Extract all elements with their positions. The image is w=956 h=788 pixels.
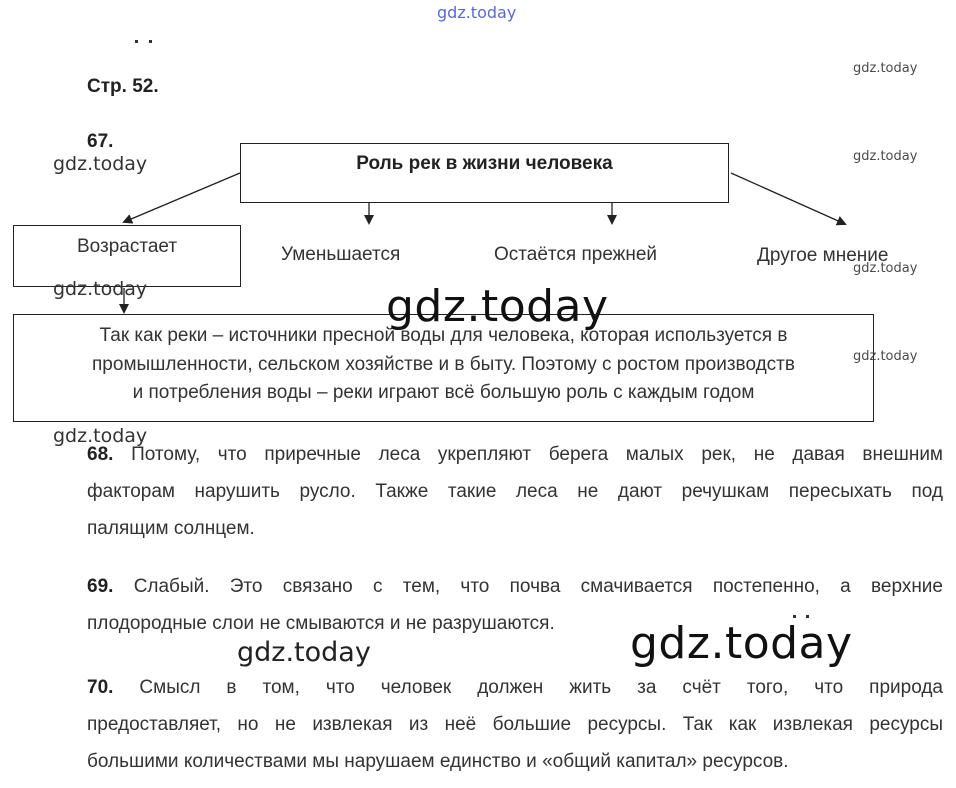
option-increases: Возрастает bbox=[76, 236, 178, 257]
watermark: gdz.today bbox=[853, 61, 918, 76]
diagram-center-title: Роль рек в жизни человека bbox=[356, 153, 613, 174]
watermark: gdz.today bbox=[853, 261, 918, 276]
watermark-large: gdz.today bbox=[386, 281, 609, 332]
page-reference: Стр. 52. bbox=[87, 76, 159, 97]
watermark: gdz.today bbox=[53, 153, 148, 175]
explanation-line: промышленности, сельском хозяйстве и в быту. Поэтому с ростом производств bbox=[92, 353, 795, 375]
answer-line: Потому, что приречные леса укрепляют берега малых рек, не давая внешним bbox=[131, 444, 943, 465]
explanation-line: и потребления воды – реки играют всё большую роль с каждым годом bbox=[132, 382, 755, 403]
answer-line: предоставляет, но не извлекая из неё большие ресурсы. Так как извлекая ресурсы bbox=[87, 714, 943, 735]
answer-line: плодородные слои не смываются и не разрушаются. bbox=[87, 613, 555, 634]
watermark: gdz.today bbox=[853, 349, 918, 364]
diagram-center-box bbox=[240, 143, 729, 203]
watermark-top: gdz.today bbox=[437, 3, 517, 22]
explanation-line: Так как реки – источники пресной воды для человека, которая используется в bbox=[99, 325, 788, 346]
answer-line: палящим солнцем. bbox=[87, 518, 255, 539]
arrow-to-increases bbox=[124, 173, 240, 222]
watermark: gdz.today bbox=[237, 637, 371, 668]
option-unchanged: Остаётся прежней bbox=[494, 244, 658, 265]
task-70-answer bbox=[87, 669, 943, 780]
answer-line: факторам нарушить русло. Также такие леса не дают речушкам пересыхать под bbox=[87, 481, 943, 502]
option-other-opinion: Другое мнение bbox=[757, 245, 889, 266]
task-number-70: 70. bbox=[87, 677, 114, 698]
answer-line: большими количествами мы нарушаем единство и «общий капитал» ресурсов. bbox=[87, 751, 789, 772]
task-68-answer bbox=[87, 436, 943, 547]
option-decreases: Уменьшается bbox=[281, 244, 401, 265]
answer-line: Слабый. Это связано с тем, что почва смачивается постепенно, а верхние bbox=[133, 576, 943, 597]
answer-line: Смысл в том, что человек должен жить за счёт того, что природа bbox=[139, 677, 943, 698]
task-number-67: 67. bbox=[87, 131, 114, 152]
arrow-to-other-opinion bbox=[731, 173, 845, 224]
watermark: gdz.today bbox=[53, 425, 148, 447]
task-number-68: 68. bbox=[87, 444, 114, 465]
watermark-large: gdz.today bbox=[630, 618, 853, 669]
task-number-69: 69. bbox=[87, 576, 114, 597]
watermark: gdz.today bbox=[53, 278, 148, 300]
watermark: gdz.today bbox=[853, 149, 918, 164]
